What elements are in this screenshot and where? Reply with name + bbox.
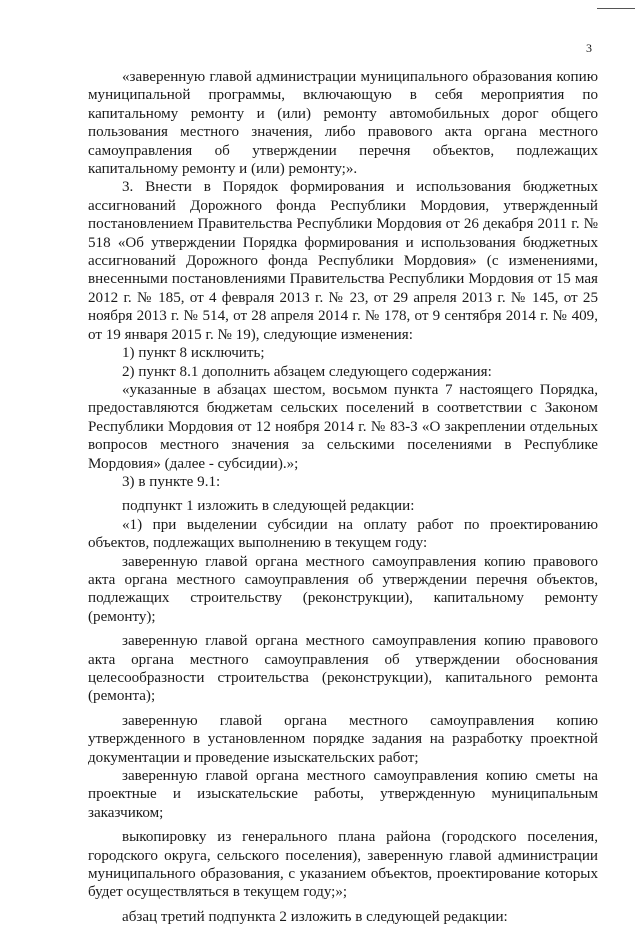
paragraph: «указанные в абзацах шестом, восьмом пункта 7 настоящего Порядка, предоставляются бюджетам сельских поселений в соответствии с Законом Республики Мордовия от 12 ноября 2014 г. № 83-З «О закреплении отдельных вопросов местного значения за сельскими поселениями в Республике Мордовия» (далее - субсидии).»; [88, 381, 598, 472]
document-body [88, 68, 598, 926]
scan-mark-line [597, 8, 635, 9]
paragraph: абзац третий подпункта 2 изложить в следующей редакции: [122, 908, 508, 925]
list-item: 3) в пункте 9.1: [122, 473, 221, 490]
paragraph: «заверенную главой администрации муниципального образования копию муниципальной программы, включающую в себя мероприятия по капитальному ремонту и (или) ремонту автомобильных дорог общего пользования местного значения, либо правового акта органа местного самоуправления об утверждении перечня объектов, подлежащих капитальному ремонту и (или) ремонту;». [88, 69, 598, 178]
list-item: 1) пункт 8 исключить; [122, 345, 265, 362]
paragraph: выкопировку из генерального плана района (городского поселения, городского округа, сельского поселения), заверенную главой администрации муниципального образования, с указанием объектов, проектирование которых будет осуществляться в текущем году;»; [88, 829, 598, 901]
paragraph: заверенную главой органа местного самоуправления копию правового акта органа местного самоуправления об утверждении перечня объектов, подлежащих строительству (реконструкции), капитальному ремонту (ремонту); [88, 553, 598, 625]
paragraph: заверенную главой органа местного самоуправления копию сметы на проектные и изыскательские работы, утвержденную муниципальным заказчиком; [88, 768, 598, 821]
paragraph: «1) при выделении субсидии на оплату работ по проектированию объектов, подлежащих выполнению в текущем году: [88, 516, 598, 552]
page-number: 3 [586, 41, 592, 55]
paragraph: заверенную главой органа местного самоуправления копию утвержденного в установленном порядке задания на разработку проектной документации и проведение изыскательских работ; [88, 712, 598, 766]
list-item: 2) пункт 8.1 дополнить абзацем следующего содержания: [122, 363, 492, 380]
paragraph: 3. Внести в Порядок формирования и использования бюджетных ассигнований Дорожного фонда Республики Мордовия, утвержденный постановлением Правительства Республики Мордовия от 26 декабря 2011 г. № 518 «Об утверждении Порядка формирования и использования бюджетных ассигнований Дорожного фонда Республики Мордовия» (с изменениями, внесенными постановлениями Правительства Республики Мордовия от 15 мая 2012 г. № 185, от 4 февраля 2013 г. № 23, от 29 апреля 2013 г. № 145, от 25 ноября 2013 г. № 514, от 28 апреля 2014 г. № 178, от 9 сентября 2014 г. № 409, от 19 января 2015 г. № 19), следующие изменения: [88, 179, 598, 343]
paragraph: заверенную главой органа местного самоуправления копию правового акта органа местного самоуправления об утверждении обоснования целесообразности строительства (реконструкции), капитального ремонта (ремонта); [88, 633, 598, 705]
paragraph: подпункт 1 изложить в следующей редакции: [122, 498, 415, 515]
